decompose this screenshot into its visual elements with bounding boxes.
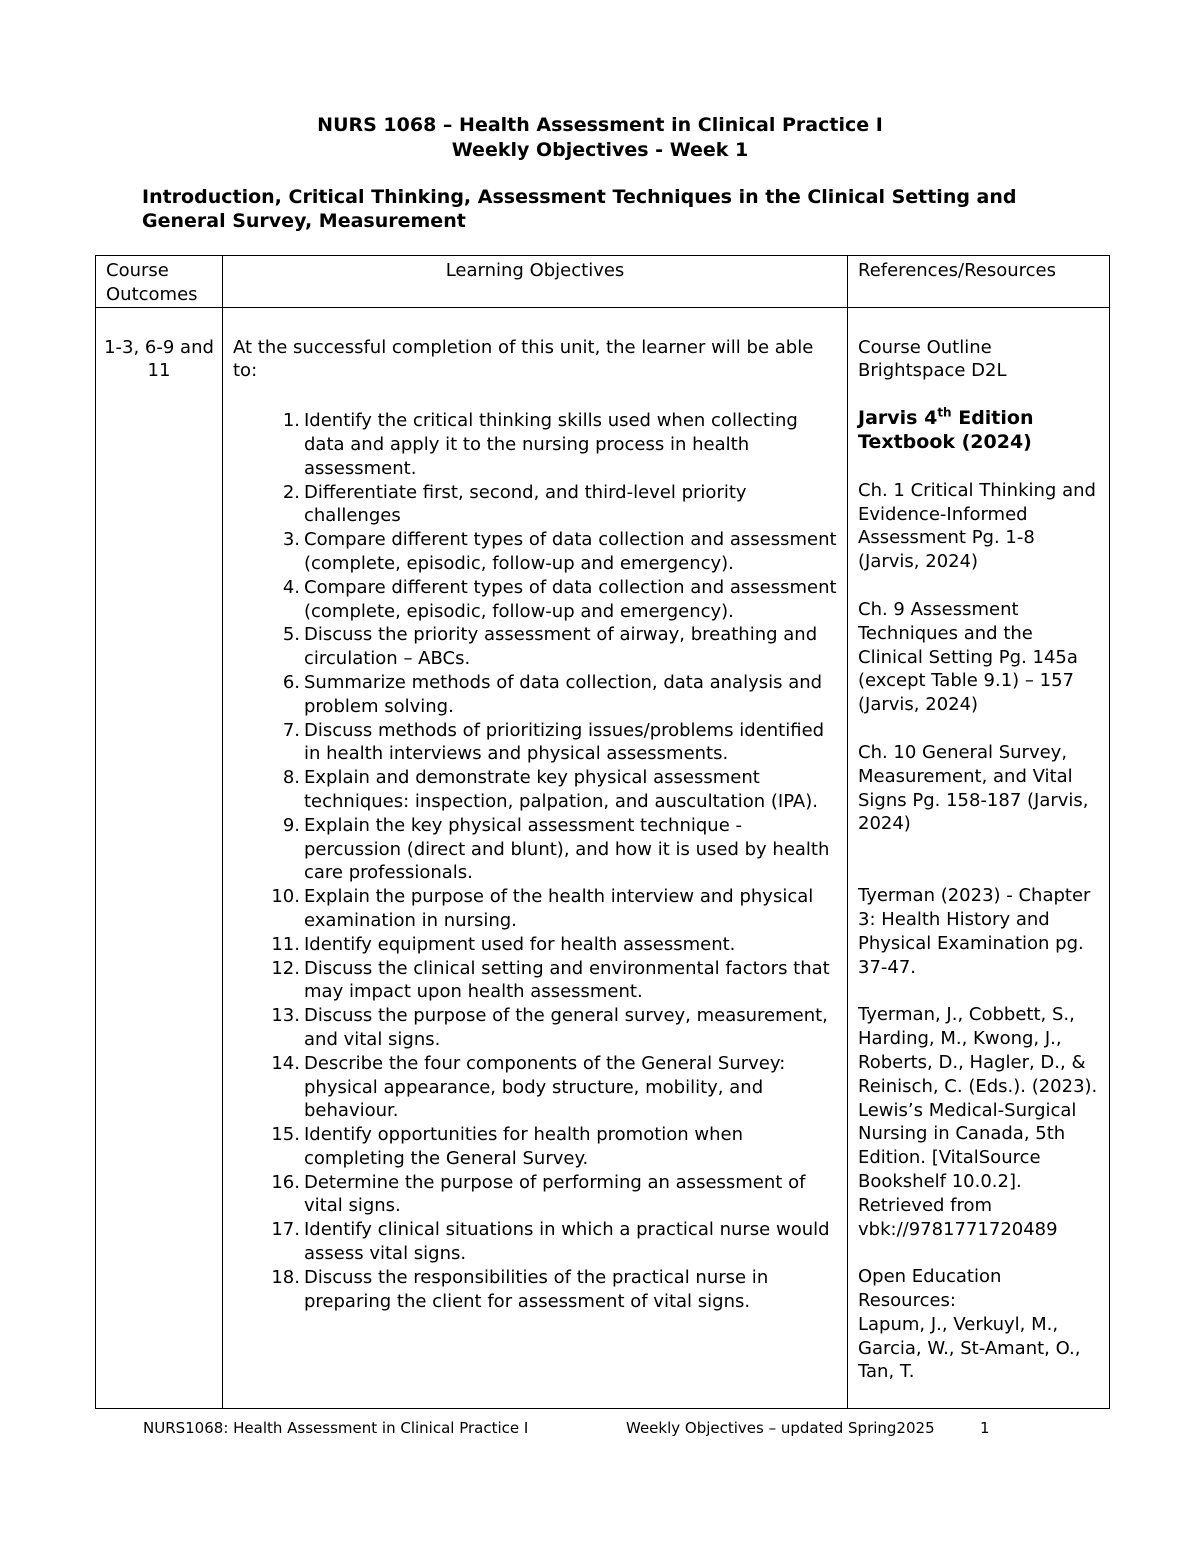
objective-text: Discuss methods of prioritizing issues/problems identified in health interviews and physical assessments. [304,719,825,765]
objective-number: 9. [282,814,300,836]
objective-text: Discuss the responsibilities of the practical nurse in preparing the client for assessment of vital signs. [304,1266,769,1312]
objectives-table [95,255,1110,1409]
footer-updated: Weekly Objectives – updated Spring2025 [626,1419,935,1437]
objective-text: Explain the key physical assessment technique - percussion (direct and blunt), and how it is used by health care professionals. [304,814,830,884]
objective-text: Discuss the purpose of the general survey, measurement, and vital signs. [304,1005,828,1050]
reference-ch10: Ch. 10 General Survey, Measurement, and Vital Signs Pg. 158-187 (Jarvis, 2024) [858,741,1089,835]
reference-oer [858,1265,1099,1384]
objective-text: Discuss the priority assessment of airway, breathing and circulation – ABCs. [304,624,818,670]
course-outcomes-cell: 1-3, 6-9 and 11 [96,307,223,1409]
objective-item [233,719,837,767]
objective-number: 6. [282,671,300,693]
objective-text: Explain and demonstrate key physical assessment techniques: inspection, palpation, and auscultation (IPA). [304,767,818,812]
objective-item [233,1052,837,1123]
objective-item [233,409,837,480]
objective-text: Determine the purpose of performing an assessment of vital signs. [304,1171,806,1217]
objective-text: Explain the purpose of the health interview and physical examination in nursing. [304,886,814,931]
objective-number: 7. [282,719,300,741]
objective-number: 10. [271,886,300,908]
course-title: NURS 1068 – Health Assessment in Clinical Practice I [317,114,883,136]
reference-ch9: Ch. 9 Assessment Techniques and the Clinical Setting Pg. 145a (except Table 9.1) – 157 (Jarvis, 2024) [858,598,1078,716]
objective-item [233,1218,837,1266]
objective-item [233,766,837,814]
reference-ch1: Ch. 1 Critical Thinking and Evidence-Informed Assessment Pg. 1-8 (Jarvis, 2024) [858,479,1096,573]
objective-text: Differentiate first, second, and third-level priority challenges [304,481,747,527]
header-course-outcomes: Course Outcomes [96,256,223,308]
footer-course: NURS1068: Health Assessment in Clinical Practice I [143,1419,529,1437]
objective-text: Compare different types of data collection and assessment (complete, episodic, follow-up and emergency). [304,529,837,574]
objective-item [233,1171,837,1219]
objective-number: 11. [271,933,300,955]
objective-number: 1. [282,410,300,432]
reference-course-outline: Course Outline [858,336,992,358]
objective-text: Discuss the clinical setting and environmental factors that may impact upon health assessment. [304,957,830,1003]
reference-oer-authors: Lapum, J., Verkuyl, M., Garcia, W., St-Amant, O., Tan, T. [858,1313,1081,1383]
objective-item [233,885,837,933]
objective-text: Identify the critical thinking skills used when collecting data and apply it to the nursing process in health assessment. [304,410,798,479]
references-cell [848,307,1110,1409]
objective-number: 2. [282,481,300,503]
objective-number: 14. [271,1052,300,1074]
footer-page-number: 1 [980,1419,990,1437]
objective-item [233,814,837,885]
objectives-intro: At the successful completion of this unit, the learner will be able to: [233,336,814,382]
objective-text: Summarize methods of data collection, data analysis and problem solving. [304,671,823,717]
objective-number: 15. [271,1124,300,1146]
objective-item [233,1123,837,1171]
objective-number: 16. [271,1171,300,1193]
objective-number: 18. [271,1266,300,1288]
objective-number: 3. [282,529,300,551]
reference-tyerman-ch3: Tyerman (2023) - Chapter 3: Health History and Physical Examination pg. 37-47. [858,885,1091,978]
header-references: References/Resources [848,256,1110,308]
objective-text: Describe the four components of the General Survey: physical appearance, body structure, mobility, and behaviour. [304,1052,786,1122]
objective-number: 8. [282,767,300,789]
objective-number: 17. [271,1219,300,1241]
objective-text: Identify opportunities for health promotion when completing the General Survey. [304,1124,744,1169]
reference-brightspace: Brightspace D2L [858,360,1007,382]
reference-tyerman-citation: Tyerman, J., Cobbett, S., Harding, M., Kwong, J., Roberts, D., Hagler, D., & Reinisch, C. (Eds.). (2023). Lewis’s Medical-Surgical Nursing in Canada, 5th Edition. [VitalSource Bookshelf 10.0.2]. Retrieved from vbk://9781771720489 [858,1004,1098,1240]
objective-number: 5. [282,624,300,646]
objective-item [233,576,837,624]
week-title: Weekly Objectives - Week 1 [451,139,749,161]
reference-jarvis-textbook: Jarvis 4th Edition Textbook (2024) [858,405,1034,453]
objective-item [233,528,837,576]
reference-oer-label: Open Education Resources: [858,1266,1002,1312]
objective-item [233,671,837,719]
table-header-row [96,256,1110,308]
reference-course-info [858,336,1099,384]
objective-text: Identify equipment used for health assessment. [304,933,736,955]
objective-item [233,481,837,529]
objectives-list [233,409,837,1313]
header-learning-objectives: Learning Objectives [223,256,848,308]
objective-number: 4. [282,576,300,598]
objective-item [233,623,837,671]
objective-item [233,933,837,957]
table-body-row [96,307,1110,1409]
objective-item [233,957,837,1005]
learning-objectives-cell [223,307,848,1409]
topics-heading: Introduction, Critical Thinking, Assessment Techniques in the Clinical Setting and General Survey, Measurement [142,186,1017,232]
objective-text: Compare different types of data collection and assessment (complete, episodic, follow-up and emergency). [304,576,837,622]
objective-number: 13. [271,1005,300,1027]
objective-item [233,1004,837,1052]
objective-number: 12. [271,957,300,979]
objective-text: Identify clinical situations in which a practical nurse would assess vital signs. [304,1219,830,1265]
objective-item [233,1266,837,1314]
